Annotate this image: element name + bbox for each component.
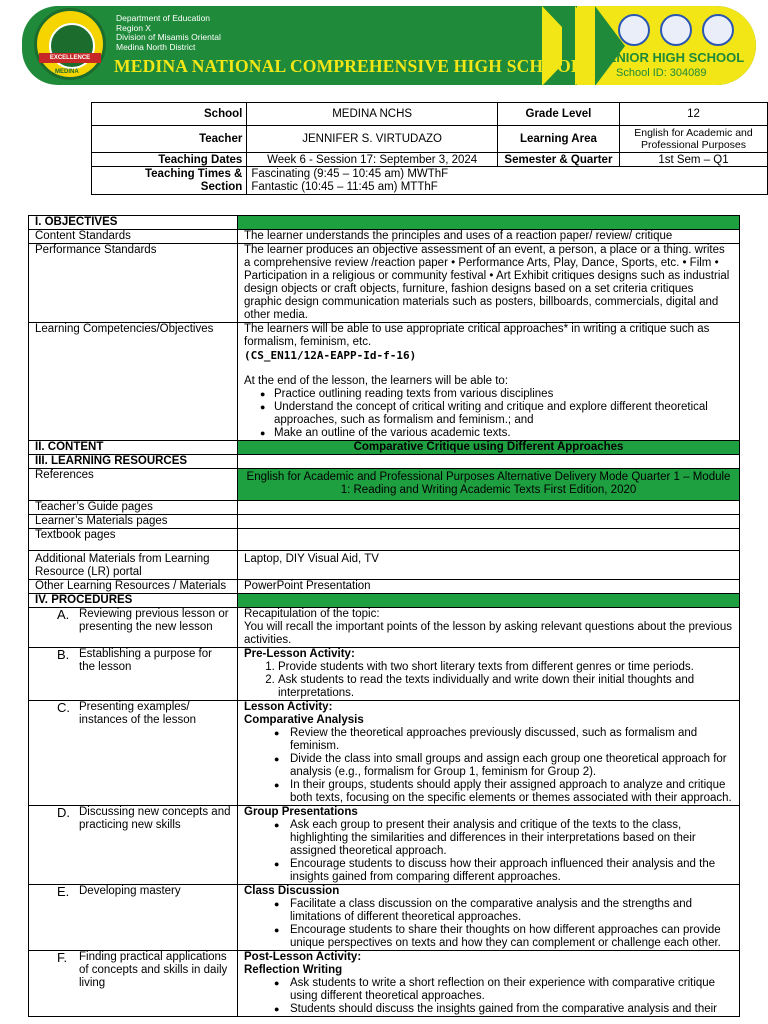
dates-label: Teaching Dates (92, 153, 247, 167)
procedure-d-label (29, 806, 238, 885)
content-heading: II. CONTENT (29, 441, 238, 455)
procedure-name: Developing mastery (79, 885, 181, 897)
empty-cell (238, 455, 740, 469)
times-label (92, 167, 247, 195)
procedure-f-label (29, 951, 238, 1017)
additional-value: Laptop, DIY Visual Aid, TV (238, 551, 740, 580)
procedure-e-content (238, 885, 740, 951)
procedure-letter: E. (57, 884, 70, 899)
activity-title: Post-Lesson Activity: (244, 951, 362, 963)
dates-value: Week 6 - Session 17: September 3, 2024 (247, 153, 498, 167)
procedure-c-content (238, 701, 740, 806)
activity-bullet: ● Ask each group to present their analysis and critique of the texts to the class, highlighting the similarities and differences in their interpretations based on their assigned theoretical approach. (290, 819, 733, 858)
procedure-text: Recapitulation of the topic: (244, 608, 380, 620)
competencies-label: Learning Competencies/Objectives (29, 323, 238, 441)
additional-label: Additional Materials from Learning Resource (LR) portal (29, 551, 238, 580)
green-bar (238, 216, 740, 230)
objective-item: ● Practice outlining reading texts from various disciplines (274, 388, 733, 401)
times-label-line: Section (200, 180, 243, 193)
procedure-letter: D. (57, 805, 70, 820)
grade-label: Grade Level (497, 103, 619, 126)
green-bar (238, 594, 740, 608)
lm-label: Learner’s Materials pages (29, 515, 238, 529)
activity-bullet: ● Review the theoretical approaches previously discussed, such as formalism and feminism. (290, 727, 733, 753)
activity-step: 2. Ask students to read the texts individually and write down their initial thoughts and interpretations. (278, 674, 733, 700)
activity-steps (244, 661, 733, 700)
content-standards-label: Content Standards (29, 230, 238, 244)
logo-label: MEDINA (55, 69, 79, 75)
activity-bullet: ● Encourage students to share their thoughts on how different approaches can provide unique perspectives on texts and how they can complement or challenge each other. (290, 924, 733, 950)
time-slot: Fascinating (9:45 – 10:45 am) MWThF (251, 167, 449, 180)
activity-bullet: ● Students should discuss the insights gained from the comparative analysis and their (290, 1003, 733, 1016)
area-label: Learning Area (497, 126, 619, 153)
dept-line: Division of Misamis Oriental (116, 32, 221, 42)
procedure-name: Establishing a purpose for the lesson (79, 648, 212, 673)
lesson-log-table (28, 215, 740, 1017)
sem-label: Semester & Quarter (497, 153, 619, 167)
activity-bullet: ● Ask students to write a short reflection on their experience with comparative critique using different theoretical approaches. (290, 977, 733, 1003)
area-line: English for Academic and (634, 127, 753, 139)
activity-title: Class Discussion (244, 885, 340, 897)
procedure-e-label (29, 885, 238, 951)
objectives-list (244, 388, 733, 440)
procedure-text: You will recall the important points of the lesson by asking relevant questions about the previous activities. (244, 621, 732, 646)
objectives-heading: I. OBJECTIVES (29, 216, 238, 230)
competencies-text: The learners will be able to use appropriate critical approaches* in writing a critique such as formalism, feminism, etc. (244, 323, 710, 348)
performance-standards: The learner produces an objective assessment of an event, a person, a place or a thing. writes a comprehensive review /reaction paper • Performance Arts, Play, Dance, Sports, etc. • Film • Participation in a religious or community festival • Art Exhibit critiques designs such as industrial design objects or craft objects, furniture, fashion designs based on a set criteria critiques graphic design communication materials such as posters, billboards, commercials, digital and other media. (238, 244, 740, 323)
department-text (116, 14, 221, 52)
dept-line: Medina North District (116, 41, 196, 52)
activity-bullet: ● Facilitate a class discussion on the comparative analysis and the strengths and limitations of different theoretical approaches. (290, 898, 733, 924)
activity-step: 1. Provide students with two short literary texts from different genres or time periods. (278, 661, 733, 674)
region-seal-icon (660, 14, 692, 46)
procedure-b-label (29, 648, 238, 701)
activity-bullet: ● Encourage students to discuss how their approach influenced their analysis and the insights gained from comparing different approaches. (290, 858, 733, 884)
tb-label: Textbook pages (29, 529, 238, 551)
area-line: Professional Purposes (640, 139, 746, 151)
info-table (91, 102, 768, 195)
activity-bullets (244, 819, 733, 884)
procedure-name: Reviewing previous lesson or presenting the new lesson (79, 608, 229, 633)
procedure-name: Finding practical applications of concepts and skills in daily living (79, 951, 228, 989)
school-name: MEDINA NATIONAL COMPREHENSIVE HIGH SCHOOL (114, 56, 583, 76)
procedure-b-content (238, 648, 740, 701)
procedure-letter: A. (57, 607, 70, 622)
school-logo (34, 8, 106, 80)
sem-value: 1st Sem – Q1 (619, 153, 767, 167)
procedure-c-label (29, 701, 238, 806)
division-seal-icon (702, 14, 734, 46)
activity-subtitle: Comparative Analysis (244, 714, 364, 726)
objective-item: ● Make an outline of the various academic texts. (274, 427, 733, 440)
procedure-d-content (238, 806, 740, 885)
teacher-value: JENNIFER S. VIRTUDAZO (247, 126, 498, 153)
activity-bullets (244, 977, 733, 1016)
empty-cell (238, 515, 740, 529)
activity-title: Pre-Lesson Activity: (244, 648, 355, 660)
procedure-letter: C. (57, 700, 70, 715)
dept-line: Department of Education (116, 13, 211, 23)
objective-item: ● Understand the concept of critical writing and critique and explore different theoretical approaches, such as formalism and feminism.; and (274, 401, 733, 427)
activity-bullets (244, 727, 733, 753)
procedure-letter: B. (57, 647, 70, 662)
deped-seal-icon (618, 14, 650, 46)
program-label: SENIOR HIGH SCHOOL (599, 50, 745, 65)
activity-title: Group Presentations (244, 806, 358, 818)
school-value: MEDINA NCHS (247, 103, 498, 126)
school-id: School ID: 304089 (616, 67, 707, 79)
times-value (247, 167, 768, 195)
activity-bullet: ● In their groups, students should apply their assigned approach to analyze and critique both texts, focusing on the specific elements or themes associated with their approach. (290, 779, 733, 805)
grade-value: 12 (619, 103, 767, 126)
empty-cell (238, 529, 740, 551)
objectives-intro: At the end of the lesson, the learners will be able to: (244, 375, 509, 387)
dept-line: Region X (116, 22, 151, 33)
competency-code: (CS_EN11/12A-EAPP-Id-f-16) (244, 349, 417, 362)
procedures-heading: IV. PROCEDURES (29, 594, 238, 608)
competencies-cell (238, 323, 740, 441)
other-value: PowerPoint Presentation (238, 580, 740, 594)
performance-standards-label: Performance Standards (29, 244, 238, 323)
procedure-a-content (238, 608, 740, 648)
activity-title: Lesson Activity: (244, 701, 333, 713)
activity-bullets (244, 898, 733, 950)
procedure-letter: F. (57, 950, 68, 965)
references-value: English for Academic and Professional Purposes Alternative Delivery Mode Quarter 1 – Module 1: Reading and Writing Academic Texts First Edition, 2020 (238, 469, 740, 501)
time-slot: Fantastic (10:45 – 11:45 am) MTThF (251, 180, 438, 193)
references-label: References (29, 469, 238, 501)
other-label: Other Learning Resources / Materials (29, 580, 238, 594)
resources-heading: III. LEARNING RESOURCES (29, 455, 238, 469)
content-standards: The learner understands the principles and uses of a reaction paper/ review/ critique (238, 230, 740, 244)
times-label-line: Teaching Times & (144, 167, 243, 180)
procedure-a-label (29, 608, 238, 648)
logo-ribbon: EXCELLENCE (39, 53, 101, 63)
content-topic: Comparative Critique using Different Approaches (238, 441, 740, 455)
empty-cell (238, 501, 740, 515)
procedure-f-content (238, 951, 740, 1017)
tg-label: Teacher’s Guide pages (29, 501, 238, 515)
activity-subtitle: Reflection Writing (244, 964, 343, 976)
teacher-label: Teacher (92, 126, 247, 153)
activity-bullet: ● Divide the class into small groups and assign each group one theoretical approach for analysis (e.g., formalism for Group 1, feminism for Group 2). (290, 753, 733, 779)
procedure-name: Presenting examples/ instances of the lesson (79, 701, 196, 726)
activity-bullets (244, 753, 733, 805)
procedure-name: Discussing new concepts and practicing new skills (79, 806, 231, 831)
school-label: School (92, 103, 247, 126)
area-value (619, 126, 767, 153)
